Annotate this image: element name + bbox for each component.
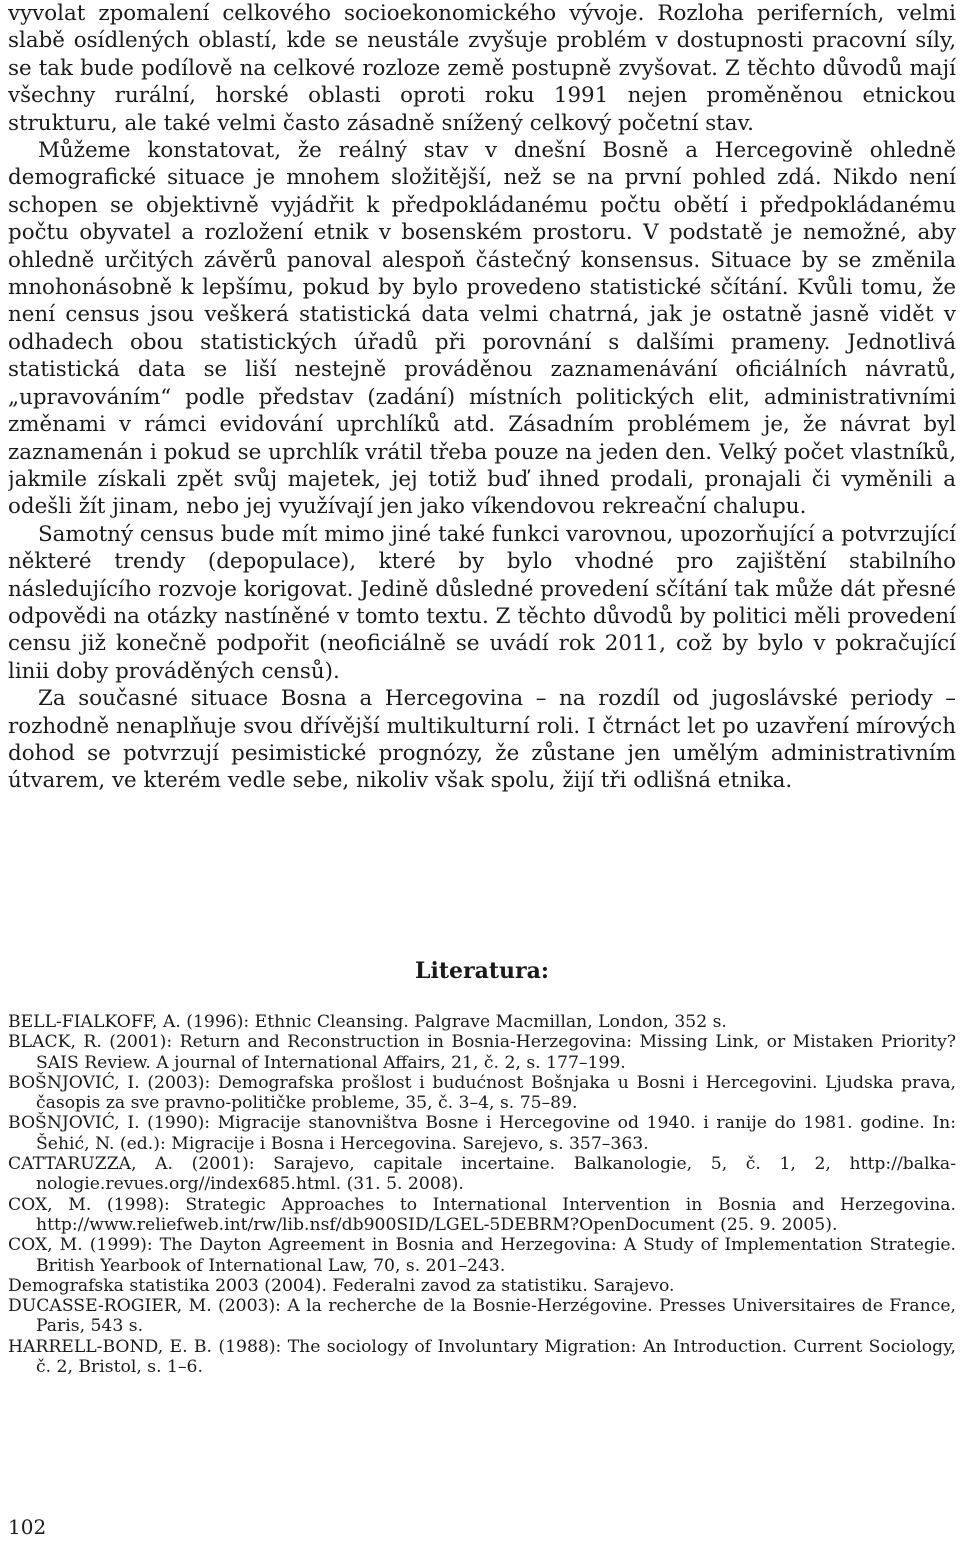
paragraph: Můžeme konstatovat, že reálný stav v dnešní Bosně a Hercegovině ohledně demografické situace je mnohem složitější, než se na první pohled zdá. Nikdo není schopen se objektivně vyjádřit k předpokládanému počtu obětí i předpokládanému počtu obyvatel a rozložení etnik v bosenském prostoru. V podstatě je nemožné, aby ohledně určitých závěrů panoval alespoň částečný konsensus. Situace by se změnila mnohonásobně k lepšímu, pokud by bylo provedeno statistické sčítání. Kvůli tomu, že není census jsou veškerá statistická data velmi chatrná, jak je ostatně jasně vidět v odhadech obou statistických úřadů při porovnání s dalšími prameny. Jednotlivá statistická data se liší nestejně prováděnou zaznamenávání oficiálních návratů, „upravováním“ podle představ (zadání) místních politických elit, administrativními změnami v rámci evidování uprchlíků atd. Zásadním problémem je, že návrat byl zaznamenán i pokud se uprchlík vrátil třeba pouze na jeden den. Velký počet vlastníků, jakmile získali zpět svůj majetek, jej totiž buď ihned prodali, pronajali či vyměnili a odešli žít jinam, nebo jej využívají jen jako víkendovou rekreační chalupu. xyxy=(8,138,956,520)
reference-item: BLACK, R. (2001): Return and Reconstruction in Bosnia-Herzegovina: Missing Link, or Mistaken Priority? SAIS Review. A journal of International Affairs, 21, č. 2, s. 177–199. xyxy=(8,1032,956,1073)
paragraph: Samotný census bude mít mimo jiné také funkci varovnou, upozorňující a potvrzující některé trendy (depopulace), které by bylo vhodné pro zajištění stabilního následujícího rozvoje korigovat. Jedině důsledné provedení sčítání tak může dát přesné odpovědi na otázky nastíněné v tomto textu. Z těchto důvodů by politici měli provedení censu již konečně podpořit (neoficiálně se uvádí rok 2011, což by bylo v pokračující linii doby prováděných censů). xyxy=(8,521,956,684)
reference-item: COX, M. (1999): The Dayton Agreement in Bosnia and Herzegovina: A Study of Implementation Strategie. British Yearbook of International Law, 70, s. 201–243. xyxy=(8,1235,956,1276)
reference-item: HARRELL-BOND, E. B. (1988): The sociology of Involuntary Migration: An Introduction. Current Sociology, č. 2, Bristol, s. 1–6. xyxy=(8,1336,956,1378)
page-number: 102 xyxy=(8,1515,47,1539)
paragraph: vyvolat zpomalení celkového socioekonomického vývoje. Rozloha periferních, velmi slabě osídlených oblastí, kde se neustále zvyšuje problém v dostupnosti pracovní síly, se tak bude podílově na celkové rozloze země postupně zvyšovat. Z těchto důvodů mají všechny rurální, horské oblasti oproti roku 1991 nejen proměněnou etnickou strukturu, ale také velmi často zásadně snížený celkový početní stav. xyxy=(8,1,956,136)
reference-item: CATTARUZZA, A. (2001): Sarajevo, capitale incertaine. Balkanologie, 5, č. 1, 2, http://balkanologie.revues.org//index685.html. (31. 5. 2008). xyxy=(8,1154,956,1195)
reference-item: Demografska statistika 2003 (2004). Federalni zavod za statistiku. Sarajevo. xyxy=(8,1275,675,1296)
literature-heading: Literatura: xyxy=(415,958,549,984)
body-text xyxy=(8,0,956,795)
reference-list xyxy=(8,1012,956,1377)
reference-item: BOŠNJOVIĆ, I. (2003): Demografska prošlost i budućnost Bošnjaka u Bosni i Hercegovini. Ljudska prava, časopis za sve pravno-političke probleme, 35, č. 3–4, s. 75–89. xyxy=(8,1072,956,1114)
reference-item: BOŠNJOVIĆ, I. (1990): Migracije stanovništva Bosne i Hercegovine od 1940. i ranije do 1981. godine. In: Šehić, N. (ed.): Migracije i Bosna i Hercegovina. Sarejevo, s. 357–363. xyxy=(8,1113,956,1154)
reference-item: DUCASSE-ROGIER, M. (2003): A la recherche de la Bosnie-Herzégovine. Presses Universitaires de France, Paris, 543 s. xyxy=(8,1296,956,1337)
reference-item: COX, M. (1998): Strategic Approaches to International Intervention in Bosnia and Herzegovina. http://www.reliefweb.int/rw/lib.nsf/db900SID/LGEL-5DEBRM?OpenDocument (25. 9. 2005). xyxy=(8,1194,956,1235)
document-page xyxy=(8,0,956,1547)
reference-item: BELL-FIALKOFF, A. (1996): Ethnic Cleansing. Palgrave Macmillan, London, 352 s. xyxy=(8,1012,727,1032)
paragraph: Za současné situace Bosna a Hercegovina – na rozdíl od jugoslávské periody – rozhodně nenaplňuje svou dřívější multikulturní roli. I čtrnáct let po uzavření mírových dohod se potvrzují pesimistické prognózy, že zůstane jen umělým administrativním útvarem, ve kterém vedle sebe, nikoliv však spolu, žijí tři odlišná etnika. xyxy=(8,686,956,794)
